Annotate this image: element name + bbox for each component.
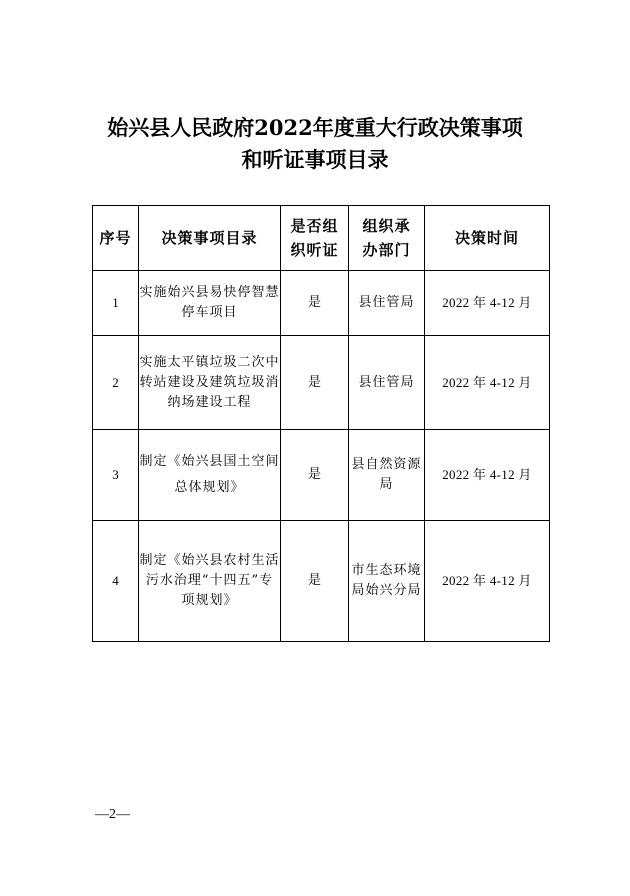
cell-hearing: 是 [281,521,349,642]
table-header-row [93,206,550,271]
header-dept-line2: 办部门 [362,241,411,259]
cell-hearing: 是 [281,430,349,521]
table-row [93,336,550,430]
cell-time: 2022 年 4-12 月 [425,521,550,642]
header-time: 决策时间 [425,206,550,271]
header-seq: 序号 [93,206,139,271]
cell-dept: 县自然资源局 [349,430,425,521]
cell-hearing: 是 [281,336,349,430]
cell-seq: 4 [93,521,139,642]
cell-dept: 市生态环境局始兴分局 [349,521,425,642]
document-title [0,112,630,176]
title-line-1: 始兴县人民政府2022年度重大行政决策事项 [107,115,523,140]
header-dept-line1: 组织承 [362,217,411,235]
table-row [93,521,550,642]
cell-dept: 县住管局 [349,271,425,336]
page-number: —2— [95,807,130,822]
title-line-2: 和听证事项目录 [241,147,389,172]
table-row [93,271,550,336]
decision-items-table [92,205,550,642]
cell-hearing: 是 [281,271,349,336]
header-hearing-line1: 是否组 [290,217,339,235]
cell-item: 制定《始兴县国土空间总体规划》 [139,430,281,521]
header-hearing [281,206,349,271]
header-dept [349,206,425,271]
cell-time: 2022 年 4-12 月 [425,271,550,336]
cell-time: 2022 年 4-12 月 [425,336,550,430]
cell-item: 实施太平镇垃圾二次中转站建设及建筑垃圾消纳场建设工程 [139,336,281,430]
cell-seq: 2 [93,336,139,430]
cell-item: 实施始兴县易快停智慧停车项目 [139,271,281,336]
cell-seq: 1 [93,271,139,336]
cell-time: 2022 年 4-12 月 [425,430,550,521]
header-item: 决策事项目录 [139,206,281,271]
cell-seq: 3 [93,430,139,521]
cell-dept: 县住管局 [349,336,425,430]
header-hearing-line2: 织听证 [290,241,339,259]
cell-item: 制定《始兴县农村生活污水治理“十四五”专项规划》 [139,521,281,642]
table-row [93,430,550,521]
